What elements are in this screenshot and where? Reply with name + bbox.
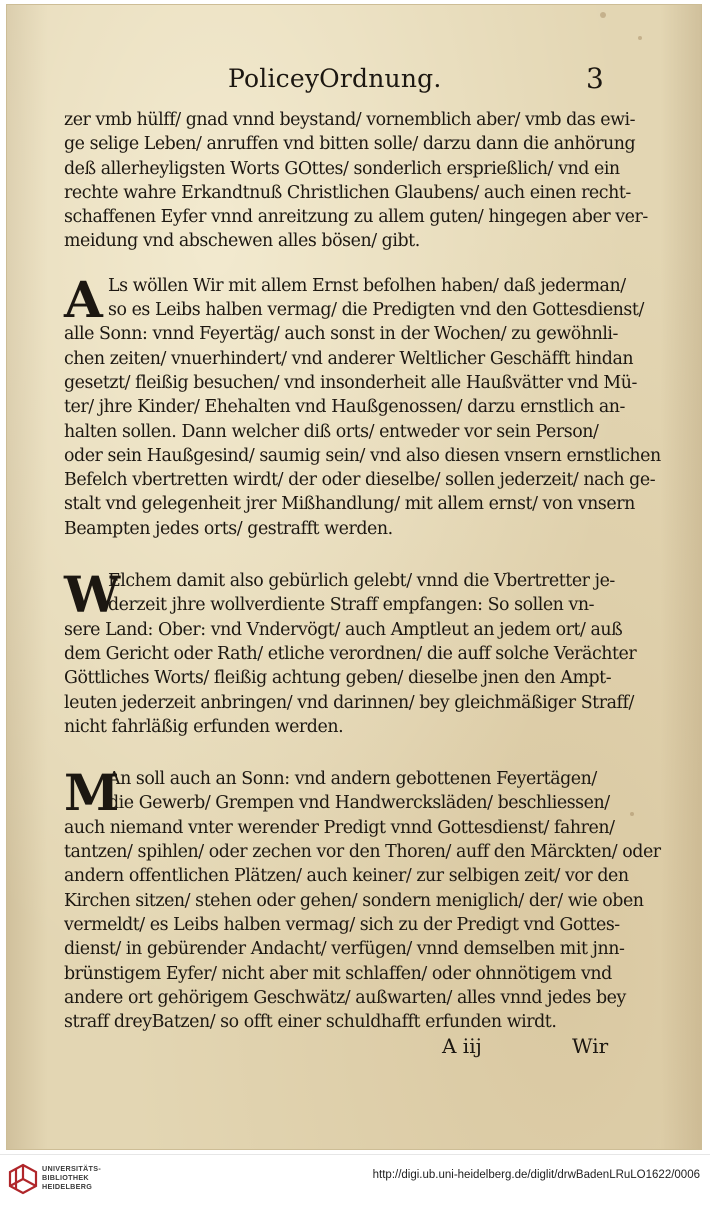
paper-stain: [630, 812, 634, 816]
decorated-initial: W: [64, 565, 121, 625]
text-line: oder sein Haußgesind/ saumig sein/ vnd also diesen vnsern ernstlichen: [64, 445, 661, 466]
text-line: andern offentlichen Plätzen/ auch keiner/ zur selbigen zeit/ vor den: [64, 866, 629, 887]
paragraph: [64, 763, 661, 1034]
page-header: [6, 64, 702, 104]
text-line: deß allerheyligsten Worts GOttes/ sonderlich ersprießlich/ vnd ein: [64, 158, 620, 179]
page-foot: [6, 1034, 702, 1064]
text-line: chen zeiten/ vnuerhindert/ vnd anderer Weltlicher Geschäfft hindan: [64, 348, 634, 369]
text-line: rechte wahre Erkandtnuß Christlichen Glaubens/ auch einen recht-: [64, 182, 631, 203]
text-line: die Gewerb/ Grempen vnd Handwercksläden/ beschliessen/: [108, 793, 610, 814]
text-line: Kirchen sitzen/ stehen oder gehen/ sondern meniglich/ der/ wie oben: [64, 890, 644, 911]
decorated-initial: M: [64, 763, 120, 823]
text-line: straff dreyBatzen/ so offt einer schuldhafft erfunden wirdt.: [64, 1012, 557, 1033]
text-line: zer vmb hülff/ gnad vnnd beystand/ vornemblich aber/ vmb das ewi-: [64, 110, 636, 130]
text-line: derzeit jhre wollverdiente Straff empfangen: So sollen vn-: [108, 595, 595, 616]
paragraph: [64, 269, 661, 541]
text-line: Elchem damit also gebürlich gelebt/ vnnd die Vbertretter je-: [108, 571, 615, 592]
page-url-link[interactable]: http://digi.ub.uni-heidelberg.de/diglit/drwBadenLRuLO1622/0006: [372, 1169, 700, 1181]
university-library-logo-icon[interactable]: [8, 1163, 38, 1195]
text-line: meidung vnd abschewen alles bösen/ gibt.: [64, 231, 420, 252]
book-page-scan: [6, 4, 702, 1150]
text-line: sere Land: Ober: vnd Vndervögt/ auch Amptleut an jedem ort/ auß: [64, 619, 623, 640]
paragraph: [64, 108, 648, 254]
text-line: nicht fahrläßig erfunden werden.: [64, 716, 344, 737]
text-line: alle Sonn: vnnd Feyertäg/ auch sonst in der Wochen/ zu gewöhnli-: [64, 324, 618, 345]
text-line: brünstigem Eyfer/ nicht aber mit schlaffen/ oder ohnnötigem vnd: [64, 963, 612, 984]
text-line: Ls wöllen Wir mit allem Ernst befolhen haben/ daß jederman/: [108, 275, 626, 296]
text-line: Beampten jedes orts/ gestrafft werden.: [64, 518, 393, 539]
library-name: [42, 1164, 101, 1191]
text-line: ge selige Leben/ anruffen vnd bitten solle/ darzu dann die anhörung: [64, 134, 636, 155]
text-line: andere ort gehörigem Geschwätz/ außwarten/ alles vnnd jedes bey: [64, 987, 626, 1008]
library-name-line: UNIVERSITÄTS-: [42, 1164, 102, 1173]
folio-number: 3: [586, 62, 604, 95]
decorated-initial: A: [64, 269, 103, 329]
signature-mark: A iij: [442, 1034, 482, 1058]
paragraph: [64, 565, 637, 739]
text-line: stalt vnd gelegenheit jrer Mißhandlung/ mit allem ernst/ von vnsern: [64, 494, 635, 515]
text-line: Göttliches Worts/ fleißig achtung geben/ dieselbe jnen den Ampt-: [64, 668, 612, 689]
text-line: halten sollen. Dann welcher diß orts/ entweder vor sein Person/: [64, 421, 599, 442]
text-line: Befelch vbertretten wirdt/ der oder dieselbe/ sollen jederzeit/ nach ge-: [64, 470, 656, 491]
text-line: dienst/ in gebürender Andacht/ verfügen/ vnnd demselben mit jnn-: [64, 939, 625, 960]
text-line: gesetzt/ fleißig besuchen/ vnd insonderheit alle Haußvätter vnd Mü-: [64, 372, 637, 393]
library-name-line: BIBLIOTHEK: [42, 1173, 89, 1182]
viewer-footer: [0, 1154, 710, 1205]
text-line: tantzen/ spihlen/ oder zechen vor den Thoren/ auff den Märckten/ oder: [64, 842, 661, 863]
text-line: dem Gericht oder Rath/ etliche verordnen/ die auff solche Verächter: [64, 643, 637, 664]
text-line: schaffenen Eyfer vnnd anreitzung zu allem guten/ hingegen aber ver-: [64, 207, 648, 228]
text-line: ter/ jhre Kinder/ Ehehalten vnd Haußgenossen/ darzu ernstlich an-: [64, 397, 625, 418]
text-line: vermeldt/ es Leibs halben vermag/ sich zu der Predigt vnd Gottes-: [64, 914, 620, 935]
running-title: PoliceyOrdnung.: [228, 64, 442, 93]
paper-stain: [638, 36, 642, 40]
library-name-line: HEIDELBERG: [42, 1182, 93, 1191]
text-line: leuten jederzeit anbringen/ vnd darinnen/ bey gleichmäßiger Straff/: [64, 692, 634, 713]
catchword: Wir: [572, 1034, 609, 1058]
text-line: so es Leibs halben vermag/ die Predigten vnd den Gottesdienst/: [108, 300, 644, 321]
paper-stain: [600, 12, 606, 18]
text-line: An soll auch an Sonn: vnd andern gebottenen Feyertägen/: [108, 769, 597, 790]
text-block: [64, 108, 661, 1034]
text-line: auch niemand vnter werender Predigt vnnd Gottesdienst/ fahren/: [64, 817, 615, 838]
